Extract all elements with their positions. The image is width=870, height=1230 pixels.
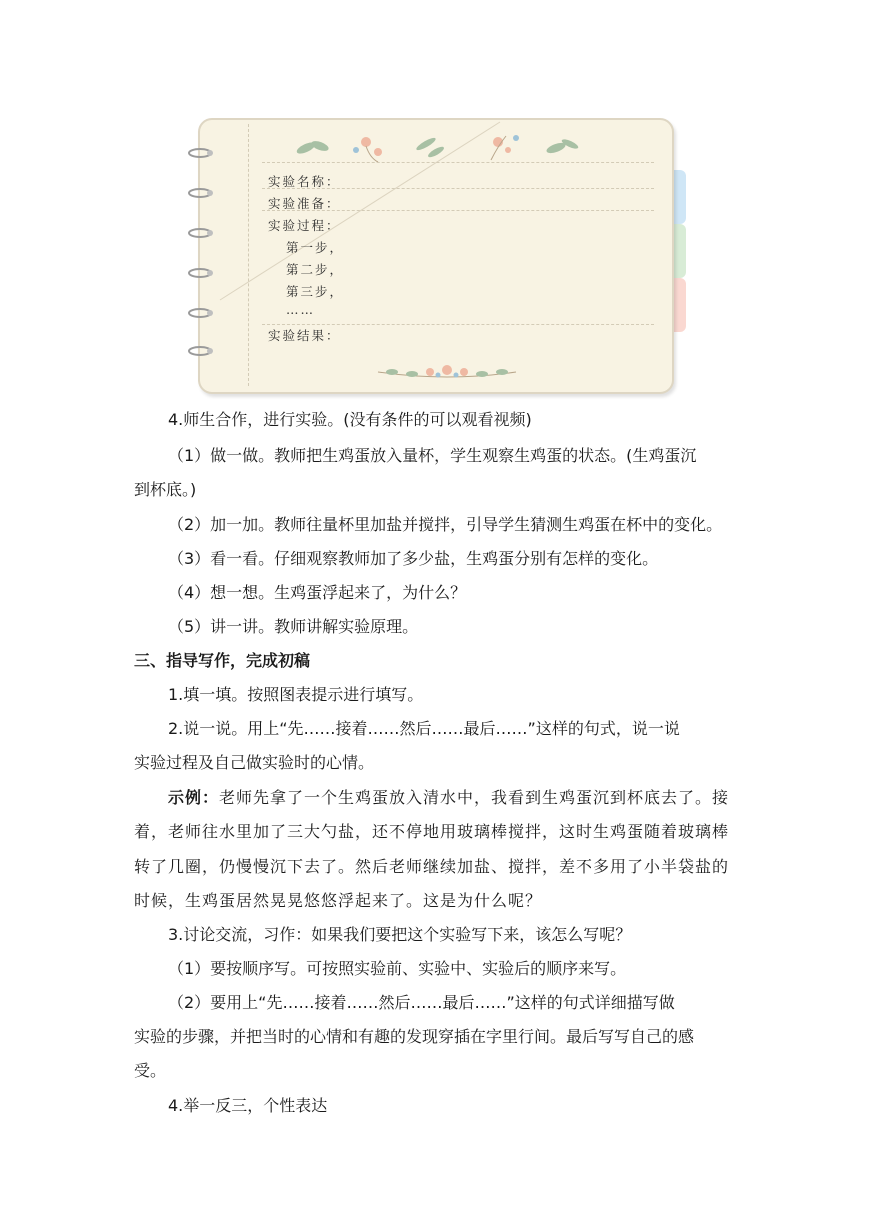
label-experiment-process: 实验过程： xyxy=(268,218,341,233)
binder-ring-icon xyxy=(188,266,216,280)
writing-step-3: 3.讨论交流，习作：如果我们要把这个实验写下来，该怎么写呢？ xyxy=(168,925,632,944)
writing-step-3-sub-2-line-1: （2）要用上“先……接着……然后……最后……”这样的句式详细描写做 xyxy=(168,993,675,1012)
writing-step-2-line-2: 实验过程及自己做实验时的心情。 xyxy=(134,753,375,772)
sub-step-4: （4）想一想。生鸡蛋浮起来了，为什么？ xyxy=(168,583,467,602)
label-experiment-preparation: 实验准备： xyxy=(268,196,341,211)
example-text: 老师先拿了一个生鸡蛋放入清水中，我看到生鸡蛋沉到杯底去了。接 xyxy=(219,788,730,807)
binder-ring-icon xyxy=(188,306,216,320)
example-line-1 xyxy=(168,786,729,810)
example-line-4: 时候，生鸡蛋居然晃晃悠悠浮起来了。这是为什么呢？ xyxy=(134,891,543,910)
experiment-worksheet-illustration xyxy=(186,114,706,396)
floral-decoration-icon xyxy=(286,124,606,166)
label-step-two: 第二步， xyxy=(286,262,345,277)
sub-step-1-line-2: 到杯底。) xyxy=(134,480,197,499)
step-4-paragraph: 4.师生合作，进行实验。(没有条件的可以观看视频) xyxy=(168,410,532,429)
label-step-one: 第一步， xyxy=(286,240,345,255)
binder-ring-icon xyxy=(188,226,216,240)
binder-ring-icon xyxy=(188,186,216,200)
sub-step-1-line-1: （1）做一做。教师把生鸡蛋放入量杯，学生观察生鸡蛋的状态。(生鸡蛋沉 xyxy=(168,446,697,465)
writing-step-4: 4.举一反三，个性表达 xyxy=(168,1096,328,1115)
notebook-rule-line xyxy=(262,162,654,163)
example-line-2: 着，老师往水里加了三大勺盐，还不停地用玻璃棒搅拌，这时生鸡蛋随着玻璃棒 xyxy=(134,822,730,841)
notebook-margin-line xyxy=(248,124,249,386)
writing-step-1: 1.填一填。按照图表提示进行填写。 xyxy=(168,685,424,704)
section-3-heading: 三、指导写作，完成初稿 xyxy=(134,651,311,670)
writing-step-3-sub-2-line-2: 实验的步骤，并把当时的心情和有趣的发现穿插在字里行间。最后写写自己的感 xyxy=(134,1027,695,1046)
example-label: 示例： xyxy=(168,788,220,807)
writing-step-3-sub-1: （1）要按顺序写。可按照实验前、实验中、实验后的顺序来写。 xyxy=(168,959,627,978)
sub-step-5: （5）讲一讲。教师讲解实验原理。 xyxy=(168,617,419,636)
writing-step-3-sub-2-line-3: 受。 xyxy=(134,1061,167,1080)
binder-ring-icon xyxy=(188,344,216,358)
sub-step-3: （3）看一看。仔细观察教师加了多少盐，生鸡蛋分别有怎样的变化。 xyxy=(168,549,659,568)
notebook-rule-line xyxy=(262,324,654,325)
sub-step-2: （2）加一加。教师往量杯里加盐并搅拌，引导学生猜测生鸡蛋在杯中的变化。 xyxy=(168,515,723,534)
label-step-three: 第三步， xyxy=(286,284,345,299)
example-line-3: 转了几圈，仍慢慢沉下去了。然后老师继续加盐、搅拌，差不多用了小半袋盐的 xyxy=(134,857,730,876)
label-experiment-result: 实验结果： xyxy=(268,328,341,343)
label-experiment-name: 实验名称： xyxy=(268,174,341,189)
floral-border-icon xyxy=(372,360,522,382)
label-ellipsis: …… xyxy=(286,302,315,317)
writing-step-2-line-1: 2.说一说。用上“先……接着……然后……最后……”这样的句式，说一说 xyxy=(168,719,680,738)
binder-ring-icon xyxy=(188,146,216,160)
